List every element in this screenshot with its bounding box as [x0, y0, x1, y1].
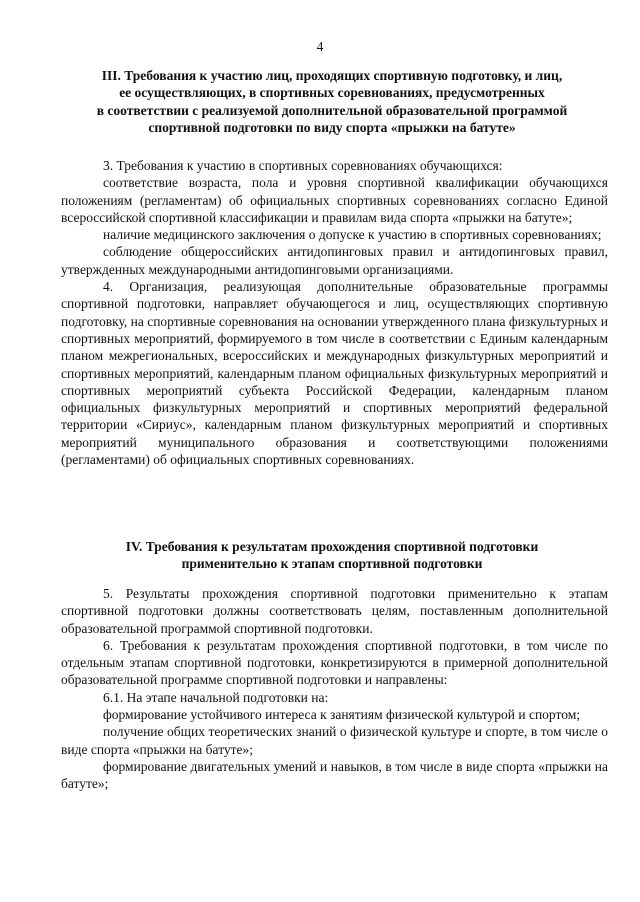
paragraph-6-1-item-interest: формирование устойчивого интереса к занятиям физической культурой и спортом; [103, 707, 580, 723]
paragraph-6-1-item-knowledge: получение общих теоретических знаний о физической культуре и спорте, в том числе о виде спорта «прыжки на батуте»; [61, 724, 608, 757]
paragraph-3-item-medical: наличие медицинского заключения о допуске к участию в спортивных соревнованиях; [103, 227, 602, 243]
section-3-heading-line: спортивной подготовки по виду спорта «прыжки на батуте» [148, 119, 516, 135]
paragraph-5: 5. Результаты прохождения спортивной подготовки применительно к этапам спортивной подготовки должны соответствовать целям, поставленным дополнительной образовательной программой спортивной подготовки. [61, 586, 608, 636]
paragraph-4: 4. Организация, реализующая дополнительные образовательные программы спортивной подготовки, направляет обучающегося и лиц, осуществляющих спортивную подготовку, на спортивные соревнования на основании утвержденного плана физкультурных и спортивных мероприятий, формируемого в том числе в соответствии с Единым календарным планом межрегиональных, всероссийских и международных физкультурных мероприятий и спортивных мероприятий, календарным планом официальных физкультурных мероприятий и спортивных мероприятий субъекта Российской Федерации, календарным планом официальных физкультурных мероприятий и спортивных мероприятий федеральной территории «Сириус», календарным планом физкультурных мероприятий и спортивных мероприятий муниципального образования и соответствующими положениями (регламентами) об официальных спортивных соревнованиях. [61, 279, 608, 468]
section-3-heading-line: III. Требования к участию лиц, проходящих спортивную подготовку, и лиц, [101, 68, 563, 83]
paragraph-3-item-antidoping: соблюдение общероссийских антидопинговых правил и антидопинговых правил, утвержденных международными антидопинговыми организациями. [61, 244, 608, 277]
paragraph-6-1: 6.1. На этапе начальной подготовки на: [103, 689, 329, 705]
section-3-heading-line: ее осуществляющих, в спортивных соревнованиях, предусмотренных [119, 85, 545, 101]
section-4-body [61, 585, 608, 793]
section-4-heading [56, 538, 608, 573]
section-4-heading-line: применительно к этапам спортивной подготовки [181, 556, 483, 572]
section-3-heading-line: в соответствии с реализуемой дополнительной образовательной программой [96, 102, 568, 118]
section-3-body [61, 157, 608, 468]
paragraph-3-item-age: соответствие возраста, пола и уровня спортивной квалификации обучающихся положениям (регламентам) об официальных спортивных соревнованиях согласно Единой всероссийской спортивной классификации и правилам вида спорта «прыжки на батуте»; [61, 175, 608, 225]
section-4-heading-line: IV. Требования к результатам прохождения спортивной подготовки [125, 539, 539, 554]
paragraph-3: 3. Требования к участию в спортивных соревнованиях обучающихся: [103, 158, 503, 173]
paragraph-6: 6. Требования к результатам прохождения спортивной подготовки, в том числе по отдельным этапам спортивной подготовки, конкретизируются в примерной дополнительной образовательной программе спортивной подготовки и направлены: [61, 637, 608, 688]
section-3-heading [56, 67, 608, 136]
page-number: 4 [316, 39, 324, 54]
paragraph-6-1-item-skills: формирование двигательных умений и навыков, в том числе в виде спорта «прыжки на батуте»; [61, 758, 608, 792]
